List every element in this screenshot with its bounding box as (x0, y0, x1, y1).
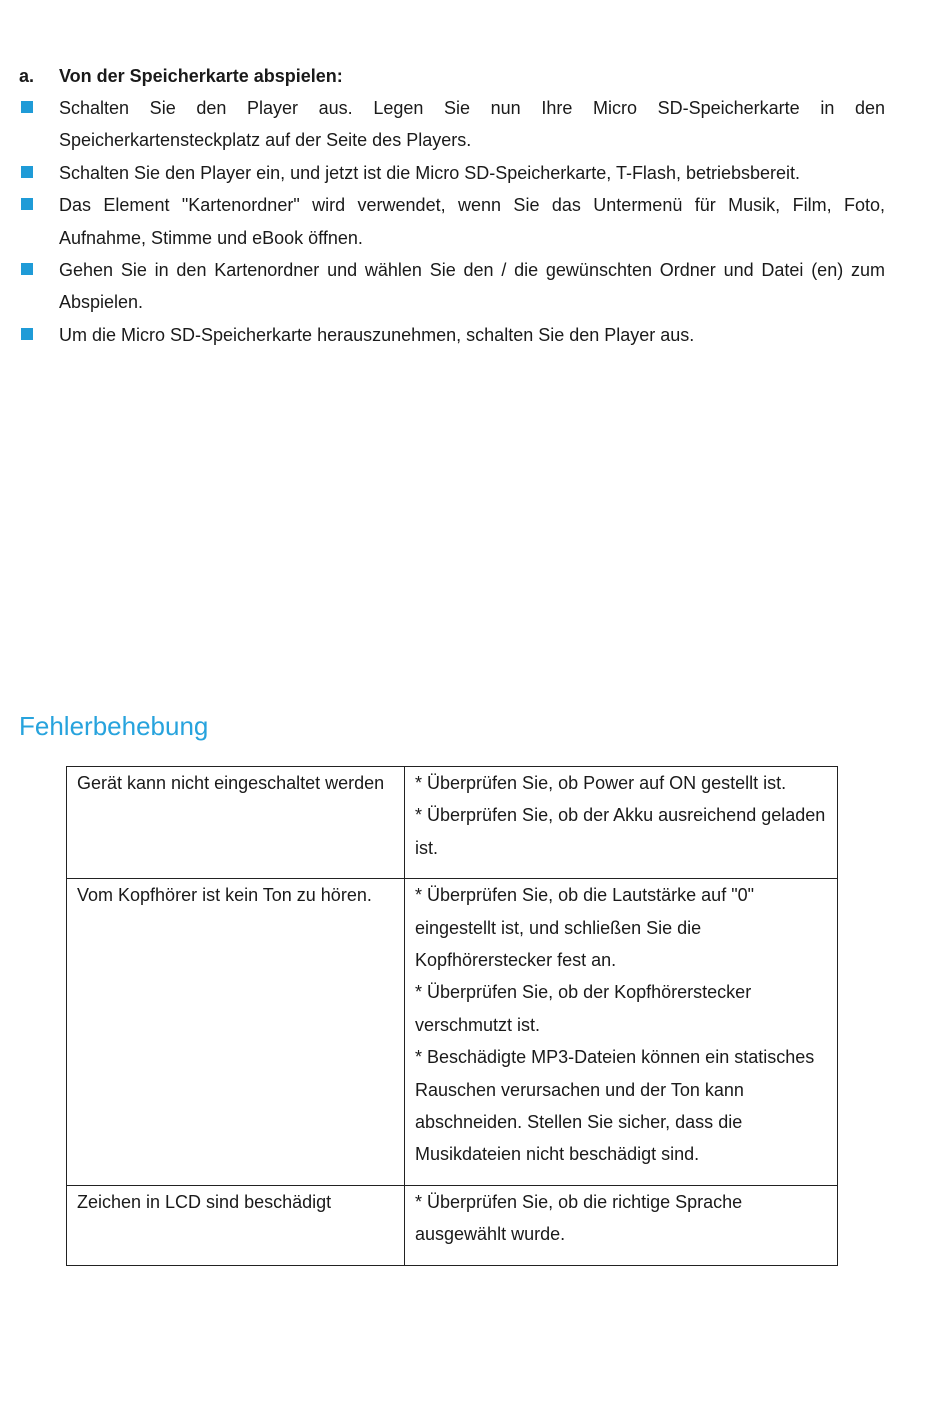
square-bullet-icon (21, 263, 33, 275)
instruction-list (19, 92, 885, 351)
solution-cell (405, 1185, 838, 1265)
solution-text: * Überprüfen Sie, ob Power auf ON gestellt ist. (415, 773, 787, 793)
section-title: Von der Speicherkarte abspielen: (59, 66, 343, 86)
solution-text: * Überprüfen Sie, ob der Akku ausreichend geladen ist. (415, 805, 826, 858)
list-item-text: Um die Micro SD-Speicherkarte herauszunehmen, schalten Sie den Player aus. (59, 324, 695, 345)
solution-text: * Überprüfen Sie, ob die Lautstärke auf "0" eingestellt ist, und schließen Sie die Kopfhörerstecker fest an. (415, 885, 754, 971)
solution-text: * Beschädigte MP3-Dateien können ein statisches Rauschen verursachen und der Ton kann abschneiden. Stellen Sie sicher, dass die Musikdateien nicht beschädigt sind. (415, 1047, 815, 1165)
table-row (67, 767, 838, 879)
problem-text: Zeichen in LCD sind beschädigt (77, 1191, 332, 1212)
problem-cell (67, 879, 405, 1186)
list-item (19, 319, 885, 351)
solution-text: * Überprüfen Sie, ob der Kopfhörerstecker verschmutzt ist. (415, 982, 752, 1035)
problem-text: Gerät kann nicht eingeschaltet werden (77, 773, 385, 793)
square-bullet-icon (21, 198, 33, 210)
solution-text: * Überprüfen Sie, ob die richtige Sprache ausgewählt wurde. (415, 1191, 743, 1245)
troubleshooting-title: Fehlerbehebung (19, 711, 209, 741)
table-row (67, 879, 838, 1186)
solution-cell (405, 879, 838, 1186)
list-item-text: Schalten Sie den Player ein, und jetzt ist die Micro SD-Speicherkarte, T-Flash, betriebsbereit. (59, 162, 801, 183)
square-bullet-icon (21, 101, 33, 113)
list-item-text: Schalten Sie den Player aus. Legen Sie nun Ihre Micro SD-Speicherkarte in den Speicherkartensteckplatz auf der Seite des Players. (59, 98, 885, 151)
square-bullet-icon (21, 328, 33, 340)
list-item (19, 92, 885, 157)
section-heading (19, 63, 343, 89)
list-item-text: Das Element "Kartenordner" wird verwendet, wenn Sie das Untermenü für Musik, Film, Foto, Aufnahme, Stimme und eBook öffnen. (59, 195, 885, 248)
square-bullet-icon (21, 166, 33, 178)
list-item (19, 254, 885, 319)
problem-cell (67, 767, 405, 879)
list-item (19, 189, 885, 254)
problem-cell (67, 1185, 405, 1265)
section-marker: a. (19, 66, 35, 86)
list-item-text: Gehen Sie in den Kartenordner und wählen Sie den / die gewünschten Ordner und Datei (en) zum Abspielen. (59, 260, 885, 313)
list-item (19, 157, 885, 189)
troubleshooting-table (66, 766, 838, 1266)
problem-text: Vom Kopfhörer ist kein Ton zu hören. (77, 885, 372, 906)
solution-cell (405, 767, 838, 879)
table-row (67, 1185, 838, 1265)
